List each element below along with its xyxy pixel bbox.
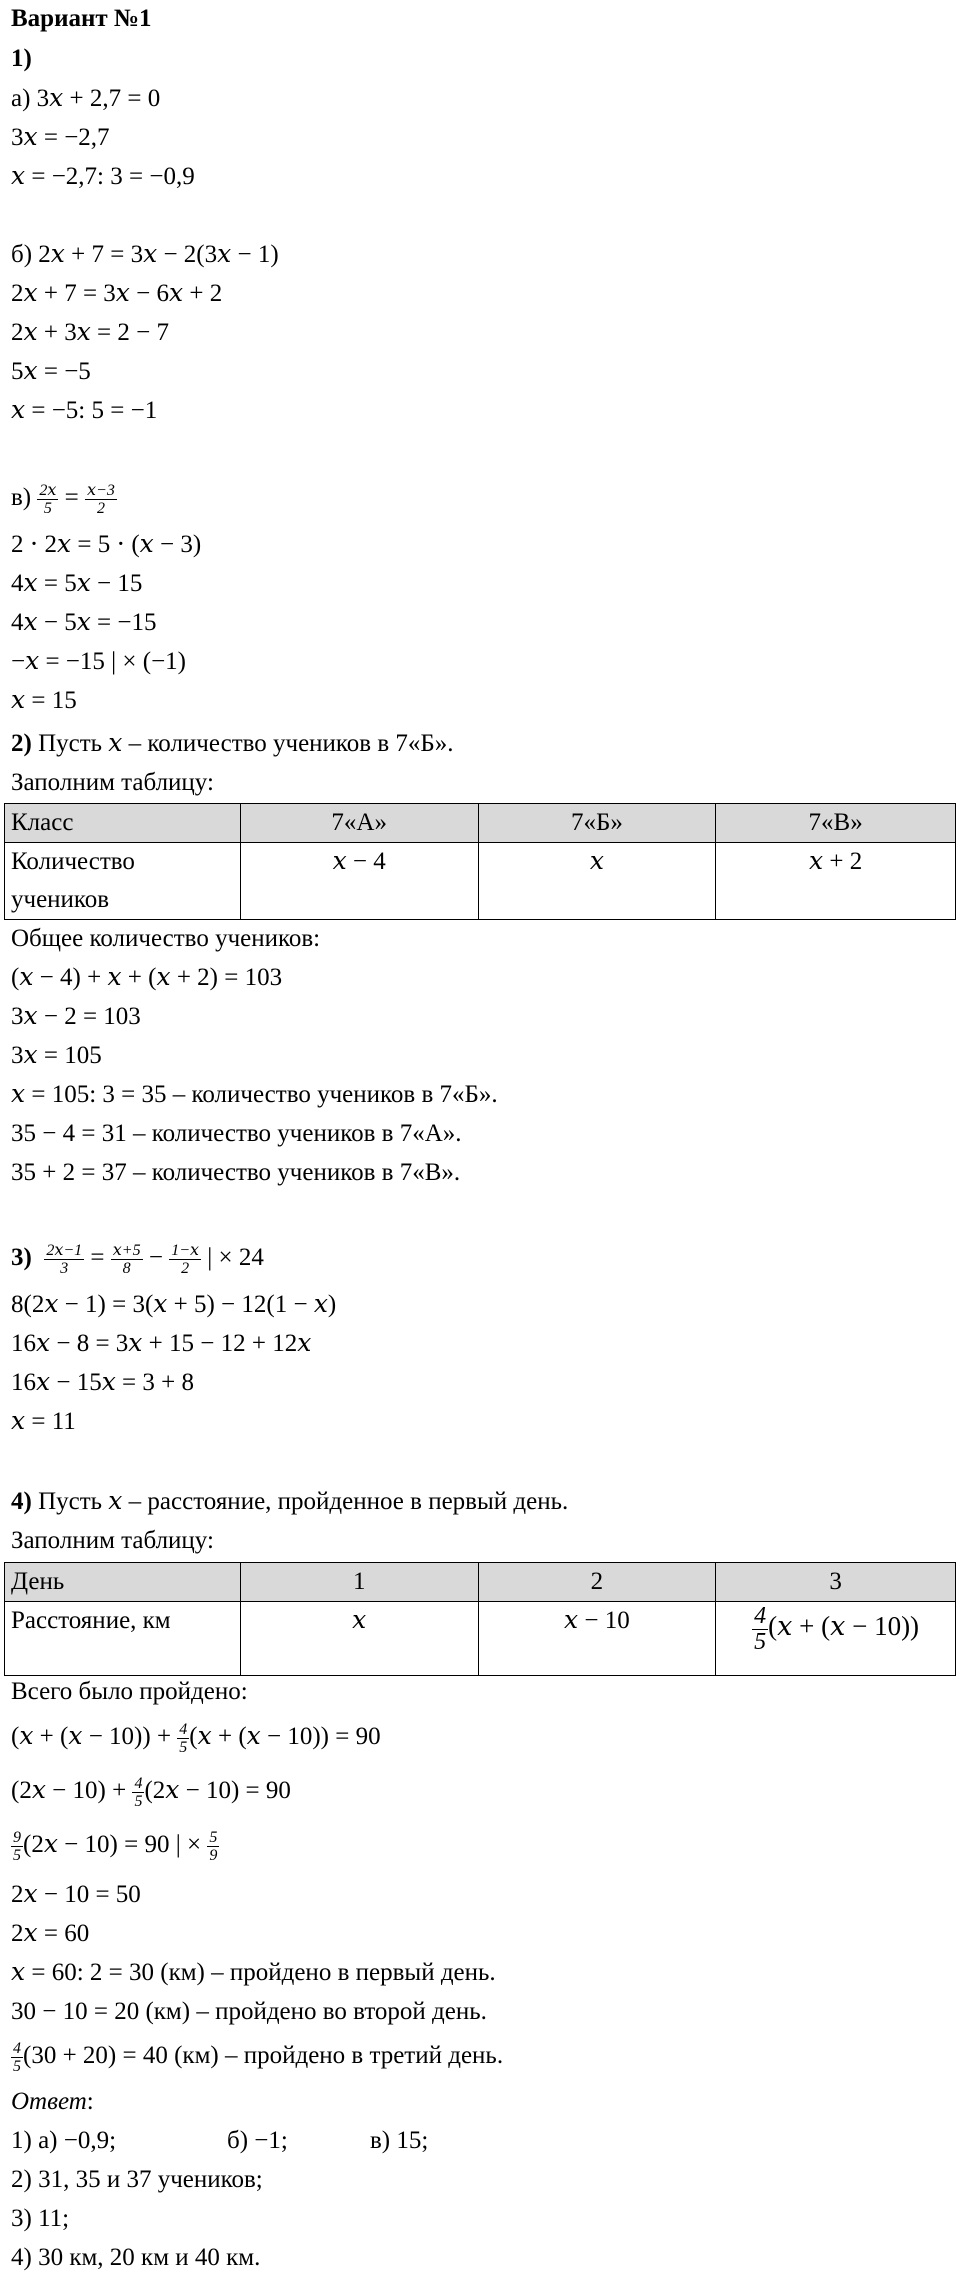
p1v-prefix: в) [11,484,32,511]
p4-eq2-right: (2𝑥 − 10) = 90 [144,1777,291,1804]
p4-intro-text: Пусть 𝑥 – расстояние, пройденное в первый день. [31,1488,569,1515]
p2-row-label-line-1: Количество [11,848,135,875]
p2-th-7a: 7«А» [240,804,478,843]
p4-intro [11,1487,568,1517]
p4-day-table [4,1562,956,1676]
p3-equals: = [84,1244,111,1271]
p2-table-header-row [5,804,956,843]
p3-line-2: 16𝑥 − 8 = 3𝑥 + 15 − 12 + 12𝑥 [11,1330,312,1357]
p2-th-7b: 7«Б» [478,804,716,843]
p2-cell-7v: 𝑥 + 2 [716,843,956,920]
p2-cell-7a: 𝑥 − 4 [240,843,478,920]
p2-line-2: (𝑥 − 4) + 𝑥 + (𝑥 + 2) = 103 [11,964,283,991]
p2-table-row [5,843,956,920]
answer-line-2: 2) 31, 35 и 37 учеников; [11,2166,263,2193]
p2-intro-text: Пусть 𝑥 – количество учеников в 7«Б». [31,730,454,757]
p4-line-5 [11,2035,503,2077]
problem-1-number: 1) [11,45,32,72]
p1v-frac2-denominator: 2 [96,499,105,517]
p4-eq1-denominator: 5 [179,1738,188,1756]
p4-eq3-mult-numerator: 5 [209,1828,218,1846]
p4-eq3-fraction [11,1829,23,1864]
answer-1a: 1) а) −0,9; [11,2127,117,2154]
p4-line-1: 2𝑥 − 10 = 50 [11,1881,141,1908]
p2-line-5: 𝑥 = 105: 3 = 35 – количество учеников в 7«Б». [11,1081,498,1108]
p1v-frac1-denominator: 5 [43,499,52,517]
answer-heading [11,2087,94,2117]
p2-cell-7b: 𝑥 [478,843,716,920]
p3-line-3: 16𝑥 − 15𝑥 = 3 + 8 [11,1369,194,1396]
p1v-frac1-numerator: 2𝑥 [39,481,57,499]
p3-f3-denominator: 2 [181,1259,190,1277]
p4-cell3-rest: (𝑥 + (𝑥 − 10)) [768,1611,920,1642]
p3-fraction-3 [169,1242,201,1277]
p1v-line-5: 𝑥 = 15 [11,687,77,714]
p4-th-day-1: 1 [240,1563,478,1602]
p4-eq2-fraction [132,1775,144,1810]
p2-fill-table: Заполним таблицу: [11,769,214,796]
p4-eq2-left: (2𝑥 − 10) + [11,1777,133,1804]
p1b-line-1: б) 2𝑥 + 7 = 3𝑥 − 2(3𝑥 − 1) [11,241,279,268]
p4-line-3: 𝑥 = 60: 2 = 30 (км) – пройдено в первый день. [11,1959,496,1986]
problem-3-number: 3) [11,1244,32,1271]
p1v-line-2: 4𝑥 = 5𝑥 − 15 [11,570,143,597]
p4-line-4: 30 − 10 = 20 (км) – пройдено во второй день. [11,1998,487,2025]
p4-th-day-2: 2 [478,1563,716,1602]
p2-line-7: 35 + 2 = 37 – количество учеников в 7«В». [11,1159,461,1186]
p4-last-numerator: 4 [13,2039,21,2057]
answer-colon: : [86,2088,94,2115]
p3-f2-numerator: 𝑥+5 [112,1241,141,1259]
p1v-line-3: 4𝑥 − 5𝑥 = −15 [11,609,157,636]
p3-f3-numerator: 1−𝑥 [171,1241,200,1259]
p4-cell-day-2: 𝑥 − 10 [478,1602,716,1676]
p3-minus: − [142,1244,170,1271]
p3-fraction-1 [44,1242,84,1277]
p3-f2-denominator: 8 [122,1259,131,1277]
p4-eq1-right: (𝑥 + (𝑥 − 10)) = 90 [189,1723,381,1750]
p1v-equals: = [58,484,86,511]
p1b-line-4: 5𝑥 = −5 [11,358,91,385]
p4-last-fraction [11,2040,23,2075]
p4-cell-day-3 [716,1602,956,1676]
p4-cell3-fraction [752,1604,768,1655]
p1b-line-5: 𝑥 = −5: 5 = −1 [11,397,158,424]
p3-line-4: 𝑥 = 11 [11,1408,76,1435]
p4-cell3-denominator: 5 [754,1629,767,1655]
p4-cell3-numerator: 4 [754,1603,767,1629]
p1b-line-2: 2𝑥 + 7 = 3𝑥 − 6𝑥 + 2 [11,280,223,307]
p4-th-day-3: 3 [716,1563,956,1602]
variant-title: Вариант №1 [11,5,152,32]
answer-line-3: 3) 11; [11,2205,70,2232]
p4-th-day: День [5,1563,241,1602]
p2-line-4: 3𝑥 = 105 [11,1042,102,1069]
p2-intro [11,729,454,759]
p2-line-3: 3𝑥 − 2 = 103 [11,1003,141,1030]
p2-th-7v: 7«В» [716,804,956,843]
p4-eq2-denominator: 5 [134,1792,143,1810]
p4-eq-3 [11,1824,219,1866]
p4-eq1-numerator: 4 [179,1720,188,1738]
p4-eq2-numerator: 4 [134,1774,143,1792]
answer-label: Ответ [11,2088,87,2115]
p1v-line-1: 2 ⋅ 2𝑥 = 5 ⋅ (𝑥 − 3) [11,531,202,558]
p4-table-row [5,1602,956,1676]
p2-line-6: 35 − 4 = 31 – количество учеников в 7«А». [11,1120,462,1147]
p3-f1-numerator: 2𝑥−1 [46,1241,83,1259]
p4-line-2: 2𝑥 = 60 [11,1920,90,1947]
p1a-line-2: 3𝑥 = −2,7 [11,124,110,151]
p3-equation [11,1238,264,1278]
p4-eq3-right: (2𝑥 − 10) = 90 | × [23,1831,208,1858]
p1a-line-3: 𝑥 = −2,7: 3 = −0,9 [11,163,195,190]
p4-eq3-mult-denominator: 9 [209,1846,218,1864]
p1v-fraction-right [85,482,117,517]
p4-last-denominator: 5 [13,2057,21,2075]
p4-cell-day-1: 𝑥 [240,1602,478,1676]
p1v-equation [11,478,117,518]
p1b-line-3: 2𝑥 + 3𝑥 = 2 − 7 [11,319,169,346]
p4-table-header-row [5,1563,956,1602]
p3-line-1: 8(2𝑥 − 1) = 3(𝑥 + 5) − 12(1 − 𝑥) [11,1291,337,1318]
p2-row-label-line-2: учеников [11,886,110,913]
problem-2-number: 2) [11,730,32,757]
p2-row-label [5,843,241,920]
p4-fill-table: Заполним таблицу: [11,1527,214,1554]
p4-eq1-left: (𝑥 + (𝑥 − 10)) + [11,1723,178,1750]
p3-multiplier: | × 24 [201,1244,264,1271]
p2-class-table [4,803,956,920]
p4-total-label: Всего было пройдено: [11,1678,248,1705]
p4-eq3-multiplier-fraction [207,1829,219,1864]
p1v-line-4: −𝑥 = −15 | × (−1) [11,648,186,675]
p3-f1-denominator: 3 [60,1259,69,1277]
problem-4-number: 4) [11,1488,32,1515]
answer-line-1 [11,2126,428,2156]
p4-eq3-denominator: 5 [13,1846,21,1864]
p4-eq-2 [11,1770,291,1812]
p2-line-1: Общее количество учеников: [11,925,321,952]
p4-row-label: Расстояние, км [5,1602,241,1676]
answer-1b: б) −1; [227,2127,288,2154]
p4-eq3-numerator: 9 [13,1828,21,1846]
p1v-frac2-numerator: 𝑥−3 [87,481,115,499]
p1v-fraction-left [37,482,58,517]
answer-line-4: 4) 30 км, 20 км и 40 км. [11,2244,261,2271]
p1a-line-1: а) 3𝑥 + 2,7 = 0 [11,85,161,112]
p3-fraction-2 [111,1242,143,1277]
p4-last-text: (30 + 20) = 40 (км) – пройдено в третий день. [23,2042,504,2069]
p4-eq1-fraction [177,1721,189,1756]
answer-1c: в) 15; [370,2127,429,2154]
p2-th-class: Класс [5,804,241,843]
p4-eq-1 [11,1716,381,1758]
